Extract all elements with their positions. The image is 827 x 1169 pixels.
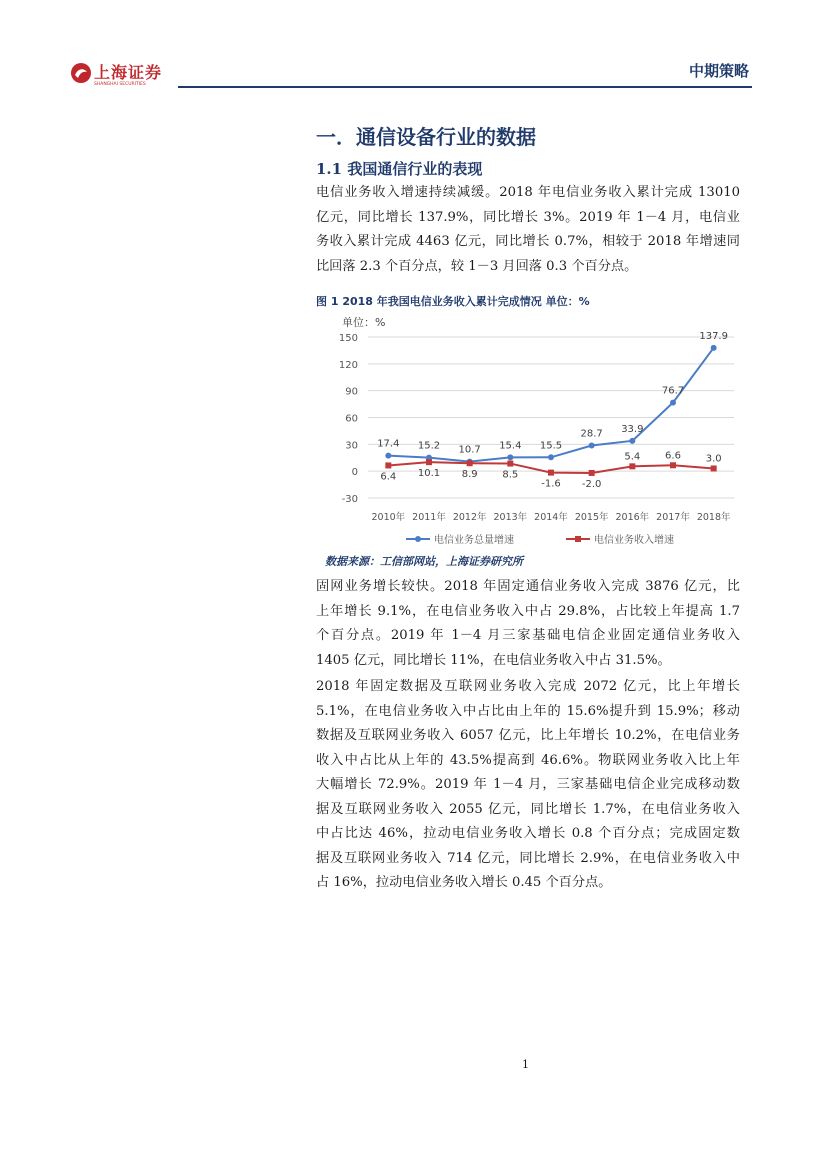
text-line: 1405 亿元，同比增长 11%，在电信业务收入中占 31.5%。 bbox=[316, 652, 671, 668]
data-label: 6.4 bbox=[380, 471, 397, 483]
data-label: 10.7 bbox=[458, 444, 481, 456]
data-point bbox=[670, 462, 676, 468]
x-tick-label: 2011年 bbox=[412, 512, 446, 523]
data-point bbox=[385, 453, 391, 459]
text-line: 据及互联网业务收入 714 亿元，同比增长 2.9%，在电信业务收入中 bbox=[316, 850, 740, 866]
data-point bbox=[467, 460, 473, 466]
data-label: 137.9 bbox=[699, 330, 728, 342]
data-point bbox=[629, 438, 635, 444]
data-label: 76.7 bbox=[661, 385, 685, 397]
text-line: 占 16%，拉动电信业务收入增长 0.45 个百分点。 bbox=[316, 875, 612, 890]
text-line: 中占比达 46%，拉动电信业务收入增长 0.8 个百分点；完成固定数 bbox=[316, 826, 740, 841]
x-tick-label: 2014年 bbox=[534, 512, 568, 523]
data-label: 33.9 bbox=[621, 423, 644, 435]
data-label: 28.7 bbox=[580, 428, 603, 440]
x-tick-label: 2017年 bbox=[656, 512, 690, 523]
paragraph-telecom-revenue bbox=[316, 181, 740, 279]
data-label: 8.9 bbox=[461, 469, 478, 481]
text-line: 个百分点。2019 年 1－4 月三家基础电信企业固定通信业务收入 bbox=[316, 628, 740, 643]
y-tick-label: 60 bbox=[345, 413, 358, 425]
header-divider bbox=[178, 86, 752, 88]
line-chart bbox=[316, 310, 740, 550]
x-tick-label: 2013年 bbox=[493, 512, 528, 523]
data-label: 5.4 bbox=[624, 451, 641, 463]
y-tick-label: 30 bbox=[345, 440, 358, 452]
section-title: 一．通信设备行业的数据 bbox=[316, 125, 536, 149]
legend-marker bbox=[575, 536, 581, 542]
data-point bbox=[711, 345, 717, 351]
figure-caption: 图 1 2018 年我国电信业务收入累计完成情况 单位：% bbox=[316, 295, 590, 308]
text-line: 大幅增长 72.9%。2019 年 1－4 月，三家基础电信企业完成移动数 bbox=[316, 777, 740, 792]
data-label: 3.0 bbox=[705, 453, 722, 465]
logo-subtext: SHANGHAI SECURITIES bbox=[94, 82, 146, 87]
y-tick-label: 90 bbox=[345, 386, 358, 398]
text-line: 5.1%，在电信业务收入中占比由上年的 15.6%提升到 15.9%；移动 bbox=[316, 703, 740, 719]
x-tick-label: 2012年 bbox=[452, 512, 487, 523]
data-label: -2.0 bbox=[581, 478, 602, 490]
subsection-title: 1.1 我国通信行业的表现 bbox=[316, 160, 483, 178]
data-label: -1.6 bbox=[541, 478, 561, 490]
data-label: 8.5 bbox=[502, 469, 519, 481]
text-line: 固网业务增长较快。2018 年固定通信业务收入完成 3876 亿元，比 bbox=[316, 579, 740, 594]
data-label: 17.4 bbox=[377, 438, 400, 450]
x-tick-label: 2010年 bbox=[371, 512, 406, 523]
data-label: 15.4 bbox=[499, 440, 522, 452]
x-tick-label: 2015年 bbox=[574, 512, 609, 523]
data-point bbox=[507, 461, 513, 467]
data-label: 6.6 bbox=[665, 450, 681, 462]
text-line: 上年增长 9.1%，在电信业务收入中占 29.8%，占比较上年提高 1.7 bbox=[316, 603, 740, 619]
y-tick-label: 120 bbox=[338, 359, 358, 371]
legend-label: 电信业务总量增速 bbox=[434, 535, 514, 546]
legend-label: 电信业务收入增速 bbox=[594, 535, 674, 546]
company-logo bbox=[70, 58, 180, 96]
text-line: 据及互联网业务收入 2055 亿元，同比增长 1.7%，在电信业务收入 bbox=[316, 801, 740, 817]
data-point bbox=[629, 463, 635, 469]
text-line: 亿元，同比增长 137.9%，同比增长 3%。2019 年 1－4 月，电信业 bbox=[316, 209, 740, 225]
data-point bbox=[670, 400, 676, 406]
chart-unit-label: 单位：% bbox=[342, 316, 386, 329]
data-point bbox=[589, 442, 595, 448]
text-line: 务收入累计完成 4463 亿元，同比增长 0.7%，相较于 2018 年增速同 bbox=[316, 234, 740, 249]
chart-canvas bbox=[316, 310, 740, 550]
text-line: 2018 年固定数据及互联网业务收入完成 2072 亿元，比上年增长 bbox=[316, 679, 740, 694]
data-label: 15.5 bbox=[539, 440, 563, 452]
text-line: 数据及互联网业务收入 6057 亿元，比上年增长 10.2%，在电信业务 bbox=[316, 728, 740, 743]
legend-marker bbox=[415, 536, 421, 542]
logo-text: 上海证券 bbox=[94, 63, 163, 82]
data-point bbox=[426, 459, 432, 465]
text-line: 比回落 2.3 个百分点，较 1－3 月回落 0.3 个百分点。 bbox=[316, 258, 638, 274]
y-tick-label: 150 bbox=[338, 333, 358, 344]
paragraph-internet-business bbox=[316, 675, 740, 896]
data-point bbox=[507, 454, 513, 460]
data-label: 15.2 bbox=[417, 440, 441, 452]
paragraph-fixed-network bbox=[316, 575, 740, 673]
data-label: 10.1 bbox=[417, 468, 441, 480]
text-line: 收入中占比从上年的 43.5%提高到 46.6%。物联网业务收入比上年 bbox=[316, 752, 740, 768]
data-point bbox=[711, 465, 717, 471]
data-source: 数据来源：工信部网站，上海证券研究所 bbox=[325, 555, 523, 568]
logo-emblem-icon bbox=[70, 62, 92, 84]
data-point bbox=[589, 470, 595, 476]
text-line: 电信业务收入增速持续减缓。2018 年电信业务收入累计完成 13010 bbox=[316, 185, 740, 200]
data-point bbox=[548, 454, 554, 460]
page-number: 1 bbox=[522, 1058, 529, 1071]
y-tick-label: -30 bbox=[341, 494, 358, 505]
y-tick-label: 0 bbox=[351, 467, 358, 479]
data-point bbox=[385, 462, 391, 468]
header-report-type: 中期策略 bbox=[688, 62, 749, 80]
x-tick-label: 2018年 bbox=[696, 512, 731, 523]
data-point bbox=[548, 470, 554, 476]
x-tick-label: 2016年 bbox=[615, 512, 650, 523]
